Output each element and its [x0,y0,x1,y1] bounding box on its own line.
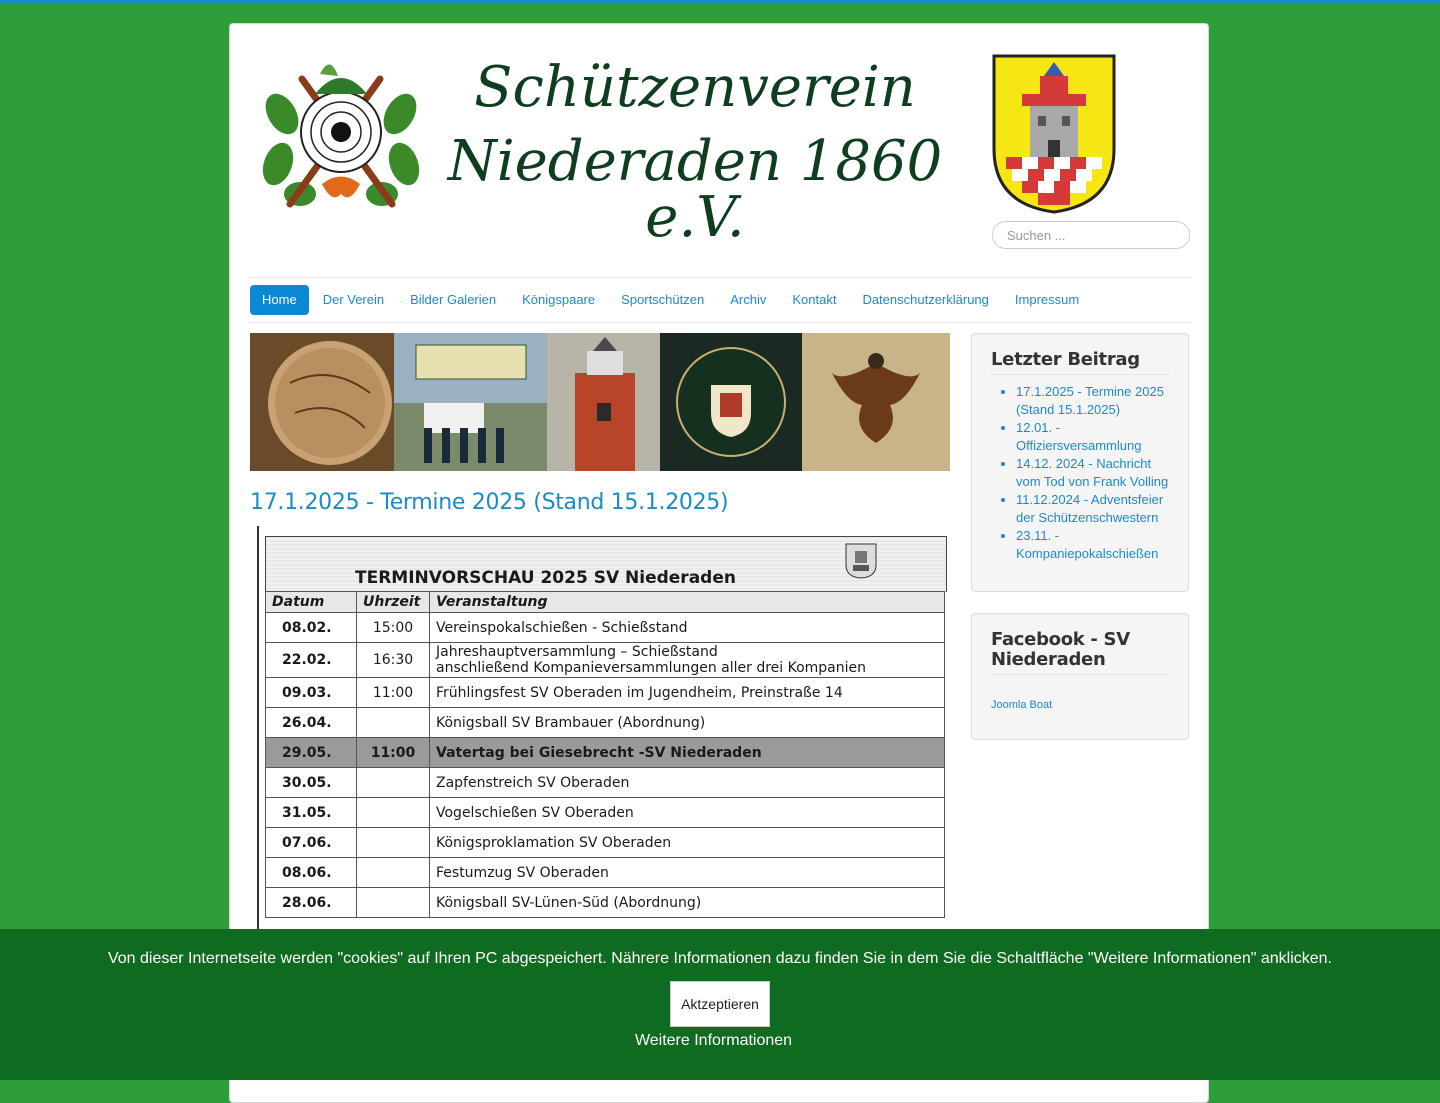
latest-post-link[interactable]: 23.11. - Kompaniepokalschießen [1016,527,1159,561]
row-event: Festumzug SV Oberaden [430,858,945,888]
row-date: 31.05. [266,798,357,828]
nav-item-home[interactable]: Home [250,285,309,315]
latest-posts-title: Letzter Beitrag [991,350,1169,375]
row-date: 29.05. [266,738,357,768]
document-title: TERMINVORSCHAU 2025 SV Niederaden [355,568,736,588]
article-title[interactable]: 17.1.2025 - Termine 2025 (Stand 15.1.2025) [250,490,729,515]
table-row [266,708,945,738]
banner-photo-medal [250,333,394,471]
nav-item-der-verein[interactable]: Der Verein [322,292,385,307]
banner-photo-festplatz [394,333,547,471]
table-row [266,678,945,708]
site-title-line1: Schützenverein [474,55,916,120]
table-row [266,798,945,828]
schedule-document [257,526,949,946]
site-title-line2: Niederaden 1860 e.V. [447,129,943,250]
row-time: 11:00 [357,678,430,708]
main-nav [250,277,1190,323]
accept-cookies-button[interactable]: Aktzeptieren [670,981,770,1027]
row-event: Frühlingsfest SV Oberaden im Jugendheim, Preinstraße 14 [430,678,945,708]
row-date: 08.06. [266,858,357,888]
row-event: Vatertag bei Giesebrecht -SV Niederaden [430,738,945,768]
nav-item-koenigspaare[interactable]: Königspaare [522,292,596,307]
banner-photo-tower [547,333,660,471]
row-date: 28.06. [266,888,357,918]
row-time: 15:00 [357,613,430,643]
list-item [1016,491,1169,527]
coat-of-arms [992,54,1116,214]
row-time: 16:30 [357,643,430,678]
table-row [266,858,945,888]
row-event: Königsball SV-Lünen-Süd (Abordnung) [430,888,945,918]
row-date: 26.04. [266,708,357,738]
table-row [266,768,945,798]
table-row [266,643,945,678]
document-coat-icon [845,543,877,579]
latest-post-link[interactable]: 12.01. - Offiziersversammlung [1016,419,1142,453]
row-date: 22.02. [266,643,357,678]
table-row-highlight [266,738,945,768]
facebook-title: Facebook - SV Niederaden [991,630,1169,675]
club-emblem-logo[interactable] [260,54,422,216]
row-time [357,888,430,918]
table-row [266,828,945,858]
row-event-line1: Jahreshauptversammlung – Schießstand [436,644,718,660]
site-title [435,52,955,250]
row-event-line2: anschließend Kompanieversammlungen aller drei Kompanien [436,660,867,676]
row-time [357,768,430,798]
table-header-row [266,592,945,613]
row-time [357,708,430,738]
latest-post-link[interactable]: 11.12.2024 - Adventsfeier der Schützenschwestern [1016,491,1164,525]
latest-posts-list [991,383,1169,563]
latest-post-link[interactable]: 17.1.2025 - Termine 2025 (Stand 15.1.2025) [1016,383,1164,417]
col-uhrzeit: Uhrzeit [357,592,430,613]
cookie-consent-bar [0,929,1440,1080]
row-event [430,643,945,678]
banner-collage [250,333,950,471]
joomla-boat-link[interactable]: Joomla Boat [991,698,1053,711]
row-event: Vereinspokalschießen - Schießstand [430,613,945,643]
nav-item-datenschutz[interactable]: Datenschutzerklärung [862,292,989,307]
nav-item-bilder-galerien[interactable]: Bilder Galerien [410,292,497,307]
row-event: Zapfenstreich SV Oberaden [430,768,945,798]
facebook-module [971,613,1189,740]
search-input[interactable] [992,221,1190,249]
table-row [266,888,945,918]
row-time: 11:00 [357,738,430,768]
latest-post-link[interactable]: 14.12. 2024 - Nachricht vom Tod von Frank Volling [1016,455,1169,489]
row-date: 30.05. [266,768,357,798]
row-date: 08.02. [266,613,357,643]
row-date: 09.03. [266,678,357,708]
banner-photo-gilde-badge [660,333,802,471]
nav-item-sportschuetzen[interactable]: Sportschützen [621,292,705,307]
schedule-table [265,591,945,918]
nav-item-impressum[interactable]: Impressum [1014,292,1080,307]
banner-photo-eagle [802,333,950,471]
list-item [1016,383,1169,419]
row-event: Königsball SV Brambauer (Abordnung) [430,708,945,738]
latest-posts-module [971,333,1189,592]
more-info-link[interactable]: Weitere Informationen [634,1032,793,1049]
row-time [357,798,430,828]
list-item [1016,527,1169,563]
nav-item-kontakt[interactable]: Kontakt [792,292,837,307]
cookie-message: Von dieser Internetseite werden "cookies" auf Ihren PC abgespeichert. Nährere Informationen dazu finden Sie in dem Sie die Schaltfläche "Weitere Informationen" anklicken. [107,950,1332,967]
nav-item-archiv[interactable]: Archiv [730,292,767,307]
list-item [1016,455,1169,491]
col-datum: Datum [266,592,357,613]
row-event: Königsproklamation SV Oberaden [430,828,945,858]
row-event: Vogelschießen SV Oberaden [430,798,945,828]
row-time [357,828,430,858]
row-time [357,858,430,888]
table-row [266,613,945,643]
row-date: 07.06. [266,828,357,858]
col-veranstaltung: Veranstaltung [430,592,945,613]
top-accent-bar [0,0,1440,4]
list-item [1016,419,1169,455]
